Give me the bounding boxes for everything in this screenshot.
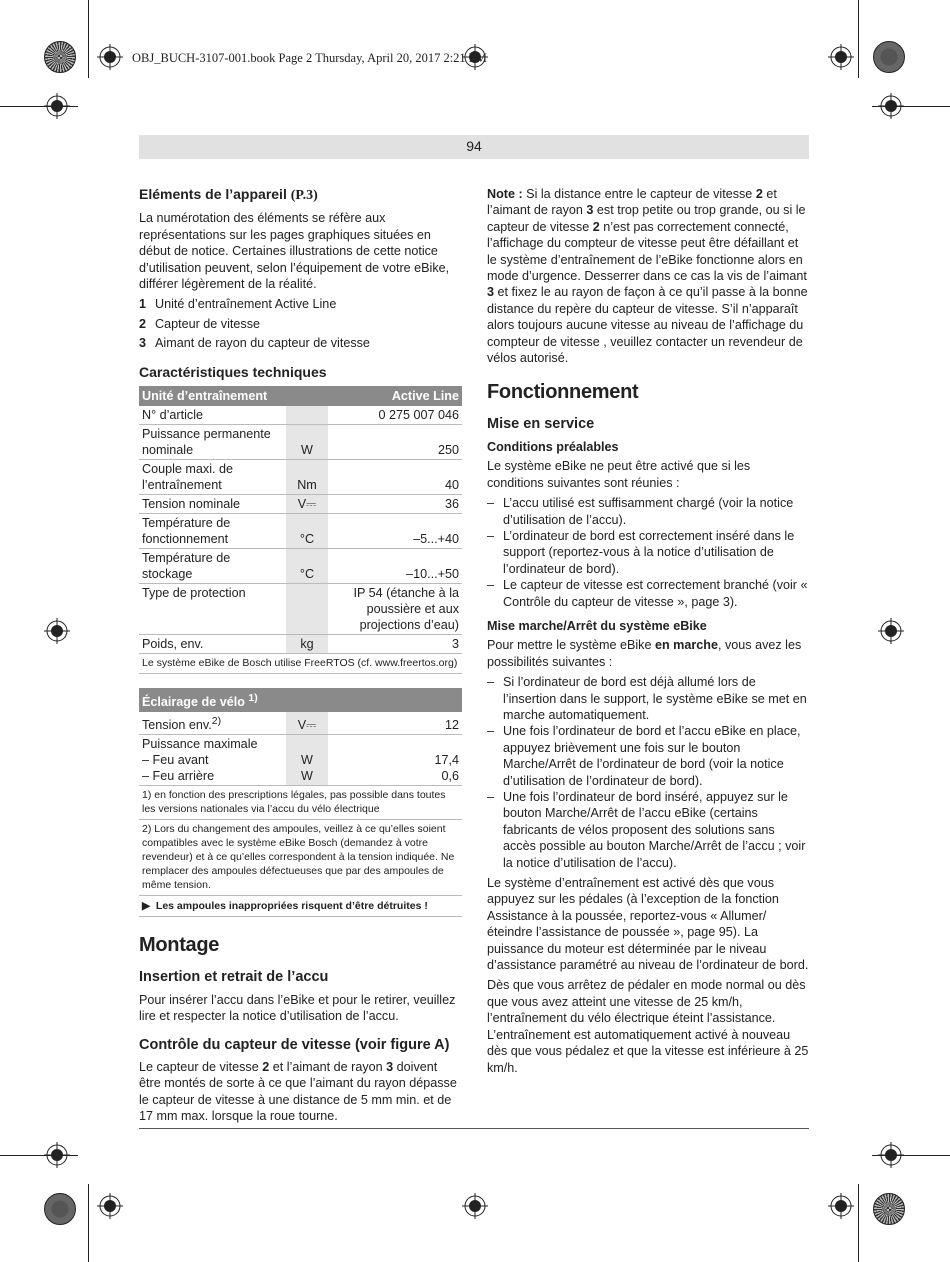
- item-text: L’ordinateur de bord est correctement inséré dans le support (reportez-vous à la notice d’utilisation de l’ordinateur de bord).: [503, 528, 795, 576]
- item-number: 1: [139, 297, 147, 312]
- row-value: 0,6: [441, 769, 459, 784]
- lighting-spec-table: [139, 688, 462, 786]
- row-unit: °C: [286, 514, 328, 549]
- registration-mark-icon: [97, 44, 123, 70]
- marche-heading: Mise marche/Arrêt du système eBike: [487, 618, 707, 633]
- list-item: – Une fois l’ordinateur de bord et l’accu eBike en place, appuyez brièvement une fois sur le bouton Marche/Arrêt de l’ordinateur de bord (voir la notice d’utilisation de l’ordinateur de bord).: [487, 723, 809, 789]
- registration-mark-icon: [44, 1142, 70, 1168]
- header-label: Éclairage de vélo: [142, 695, 245, 710]
- registration-mark-icon: [828, 44, 854, 70]
- controle-heading: Contrôle du capteur de vitesse (voir figure A): [139, 1036, 450, 1053]
- mise-service-heading: Mise en service: [487, 416, 595, 433]
- table-row: [139, 584, 462, 635]
- color-rosette-icon: [44, 1193, 76, 1225]
- row-label: Température de fonctionnement: [139, 514, 286, 549]
- registration-mark-icon: [97, 1193, 123, 1219]
- item-number: 3: [139, 336, 147, 351]
- item-text: Unité d’entraînement Active Line: [155, 297, 337, 312]
- row-value: IP 54 (étanche à la poussière et aux projections d’eau): [328, 584, 462, 635]
- table-row: [139, 425, 462, 460]
- table-row: [139, 635, 462, 654]
- item-text: Capteur de vitesse: [155, 316, 261, 331]
- row-value: 0 275 007 046: [328, 406, 462, 425]
- activation-text: Le système d’entraînement est activé dès que vous appuyez sur les pédales (à l’exception de la fonction Assistance à la poussée, reportez-vous « Allumer/éteindre l’assistance de poussée », page 95). La puissance du moteur est déterminée par le niveau d’assistance paramétré au niveau de l’ordinateur de bord.: [487, 876, 809, 973]
- elements-page-ref: (P.3): [290, 188, 318, 203]
- row-label: Poids, env.: [139, 635, 286, 654]
- drive-spec-table: [139, 386, 462, 654]
- row-label: – Feu arrière: [142, 769, 215, 784]
- table-header: [139, 386, 462, 406]
- item-text: Si l’ordinateur de bord est déjà allumé lors de l’insertion dans le support, le système eBike se met en marche automatiquement.: [503, 675, 807, 722]
- insertion-heading: Insertion et retrait de l’accu: [139, 969, 329, 986]
- row-unit: Nm: [286, 460, 328, 495]
- arrow-icon: ▶: [142, 900, 151, 913]
- registration-mark-icon: [878, 93, 904, 119]
- table-row: [139, 514, 462, 549]
- registration-mark-icon: [878, 618, 904, 644]
- footnote: 2) Lors du changement des ampoules, veillez à ce qu’elles soient compatibles avec le système eBike Bosch (demandez à votre revendeur) et à ce qu’elles correspondent à la tension indiquée. Ne remplacer des ampoules défectueuses que par des ampoules de même tension.: [139, 820, 462, 896]
- fonctionnement-heading: Fonctionnement: [487, 381, 639, 404]
- marche-list: [487, 674, 809, 871]
- list-item: – Le capteur de vitesse est correctement branché (voir « Contrôle du capteur de vitesse », page 3).: [487, 578, 808, 609]
- list-item: – Une fois l’ordinateur de bord inséré, appuyez sur le bouton Marche/Arrêt de l’accu eBike (certains fabricants de vélos proposent des solutions sans accès possible au bouton Marche/Arrêt de l’accu ; voir la notice d’utilisation de l’accu).: [487, 789, 809, 871]
- montage-heading: Montage: [139, 934, 220, 957]
- crop-mark: [88, 0, 89, 78]
- insertion-text: Pour insérer l’accu dans l’eBike et pour le retirer, veuillez lire et respecter la notice d’utilisation de l’accu.: [139, 992, 456, 1024]
- row-label: – Feu avant: [142, 753, 209, 768]
- item-number: 2: [139, 316, 147, 331]
- registration-mark-icon: [462, 1193, 488, 1219]
- row-unit: °C: [286, 549, 328, 584]
- row-label: Couple maxi. de l’entraînement: [139, 460, 286, 495]
- conditions-heading: Conditions préalables: [487, 439, 619, 454]
- row-value: 36: [328, 495, 462, 514]
- row-unit: V⎓: [286, 712, 328, 735]
- specs-heading: Caractéristiques techniques: [139, 363, 327, 380]
- row-value: 250: [328, 425, 462, 460]
- row-label: Puissance permanente nominale: [139, 425, 286, 460]
- footnote-ref: 1): [248, 692, 258, 705]
- registration-mark-icon: [44, 618, 70, 644]
- row-label: N° d’article: [139, 406, 286, 425]
- elements-title: Eléments de l’appareil: [139, 186, 287, 202]
- list-item: – L’accu utilisé est suffisamment chargé (voir la notice d’utilisation de l’accu).: [487, 495, 809, 528]
- item-text: Le capteur de vitesse est correctement branché (voir « Contrôle du capteur de vitesse », page 3).: [503, 578, 808, 609]
- registration-mark-icon: [878, 1142, 904, 1168]
- color-rosette-icon: [873, 41, 905, 73]
- left-column: [139, 186, 462, 1129]
- crop-mark: [88, 1184, 89, 1262]
- freertos-note: Le système eBike de Bosch utilise FreeRTOS (cf. www.freertos.org): [139, 654, 462, 674]
- right-column: [487, 186, 809, 1080]
- row-label: Type de protection: [139, 584, 286, 635]
- page-number: 94: [466, 138, 482, 154]
- list-item: – L’ordinateur de bord est correctement inséré dans le support (reportez-vous à la notice d’utilisation de l’ordinateur de bord).: [487, 528, 809, 577]
- footnote: 1) en fonction des prescriptions légales, pas possible dans toutes les versions nationales via l’accu du vélo électrique: [139, 786, 462, 820]
- list-item: [139, 316, 462, 332]
- table-row: [139, 712, 462, 735]
- item-text: L’accu utilisé est suffisamment chargé (voir la notice d’utilisation de l’accu).: [503, 496, 794, 527]
- list-item: – Si l’ordinateur de bord est déjà allumé lors de l’insertion dans le support, le système eBike se met en marche automatiquement.: [487, 674, 809, 723]
- table-header: [139, 688, 462, 712]
- bottom-rule: [139, 1128, 809, 1129]
- row-label: Tension env.: [142, 718, 212, 733]
- header-label: Unité d’entraînement: [139, 386, 286, 406]
- color-rosette-icon: [873, 1193, 905, 1225]
- item-text: Aimant de rayon du capteur de vitesse: [155, 336, 370, 351]
- elements-heading: [139, 186, 462, 204]
- footnote-ref: 2): [211, 715, 222, 728]
- row-unit: V⎓: [286, 495, 328, 514]
- row-unit: [286, 406, 328, 425]
- row-value: 40: [328, 460, 462, 495]
- stop-text: Dès que vous arrêtez de pédaler en mode normal ou dès que vous avez atteint une vitesse de 25 km/h, l’entraînement du vélo électrique éteint l’assistance. L’entraînement est automatiquement activé à nouveau dès que vous pédalez et que la vitesse est inférieure à 25 km/h.: [487, 978, 809, 1075]
- conditions-list: [487, 495, 809, 610]
- row-label: Tension nominale: [139, 495, 286, 514]
- list-item: [139, 296, 462, 312]
- list-item: [139, 335, 462, 351]
- row-unit: W: [301, 769, 313, 784]
- elements-list: [139, 296, 462, 351]
- table-row: [139, 549, 462, 584]
- row-label: Température de stockage: [139, 549, 286, 584]
- row-label: Puissance maximale: [142, 737, 258, 752]
- table-row: [139, 406, 462, 425]
- table-row: [139, 495, 462, 514]
- registration-mark-icon: [44, 93, 70, 119]
- row-value: 12: [328, 712, 462, 735]
- row-unit: [286, 584, 328, 635]
- controle-text: Le capteur de vitesse 2 et l’aimant de rayon 3 doivent être montés de sorte à ce que l’aimant du rayon dépasse le capteur de vitesse à une distance de 5 mm min. et de 17 mm max. lorsque la roue tourne.: [139, 1060, 457, 1124]
- row-unit: W: [301, 753, 313, 768]
- row-unit: kg: [286, 635, 328, 654]
- row-value: –10...+50: [328, 549, 462, 584]
- book-header: OBJ_BUCH-3107-001.book Page 2 Thursday, April 20, 2017 2:21 PM: [132, 51, 487, 65]
- item-text: Une fois l’ordinateur de bord et l’accu eBike en place, appuyez brièvement une fois sur le bouton Marche/Arrêt de l’ordinateur de bord (voir la notice d’utilisation de l’ordinateur de bord).: [503, 724, 801, 788]
- crop-mark: [858, 0, 859, 78]
- elements-intro: La numérotation des éléments se réfère aux représentations sur les pages graphiques situées en début de notice. Certaines illustrations de cette notice d’utilisation peuvent, selon l’équipement de votre eBike, différer légèrement de la réalité.: [139, 211, 450, 292]
- header-value: Active Line: [328, 386, 462, 406]
- row-value: 3: [328, 635, 462, 654]
- registration-mark-icon: [828, 1193, 854, 1219]
- color-rosette-icon: [44, 41, 76, 73]
- table-row: [139, 735, 462, 786]
- marche-intro: Pour mettre le système eBike en marche, vous avez les possibilités suivantes :: [487, 638, 802, 669]
- note-paragraph: Note : Si la distance entre le capteur de vitesse 2 et l’aimant de rayon 3 est trop petite ou trop grande, ou si le capteur de vitesse 2 n’est pas correctement connecté, l’affichage du compteur de vitesse peut être défaillant et le système d’entraînement de l’eBike fonctionne alors en mode d’urgence. Desserrer dans ce cas la vis de l’aimant 3 et fixez le au rayon de façon à ce qu’il passe à la bonne distance du repère du capteur de vitesse. S’il n’apparaît alors toujours aucune vitesse au niveau de l’affichage du compteur de vitesse , veuillez contacter un revendeur de vélos autorisé.: [487, 187, 808, 366]
- crop-mark: [858, 1184, 859, 1262]
- warning-text: Les ampoules inappropriées risquent d’être détruites !: [155, 900, 428, 913]
- row-unit: W: [286, 425, 328, 460]
- conditions-intro: Le système eBike ne peut être activé que si les conditions suivantes sont réunies :: [487, 459, 751, 490]
- item-text: Une fois l’ordinateur de bord inséré, appuyez sur le bouton Marche/Arrêt de l’accu eBike (certains fabricants de vélos proposent des solutions sans accès possible au bouton Marche/Arrêt de l’accu ; voir la notice d’utilisation de l’accu).: [503, 790, 806, 870]
- table-row: [139, 460, 462, 495]
- row-value: –5...+40: [328, 514, 462, 549]
- row-value: 17,4: [434, 753, 459, 768]
- warning-note: [139, 896, 462, 917]
